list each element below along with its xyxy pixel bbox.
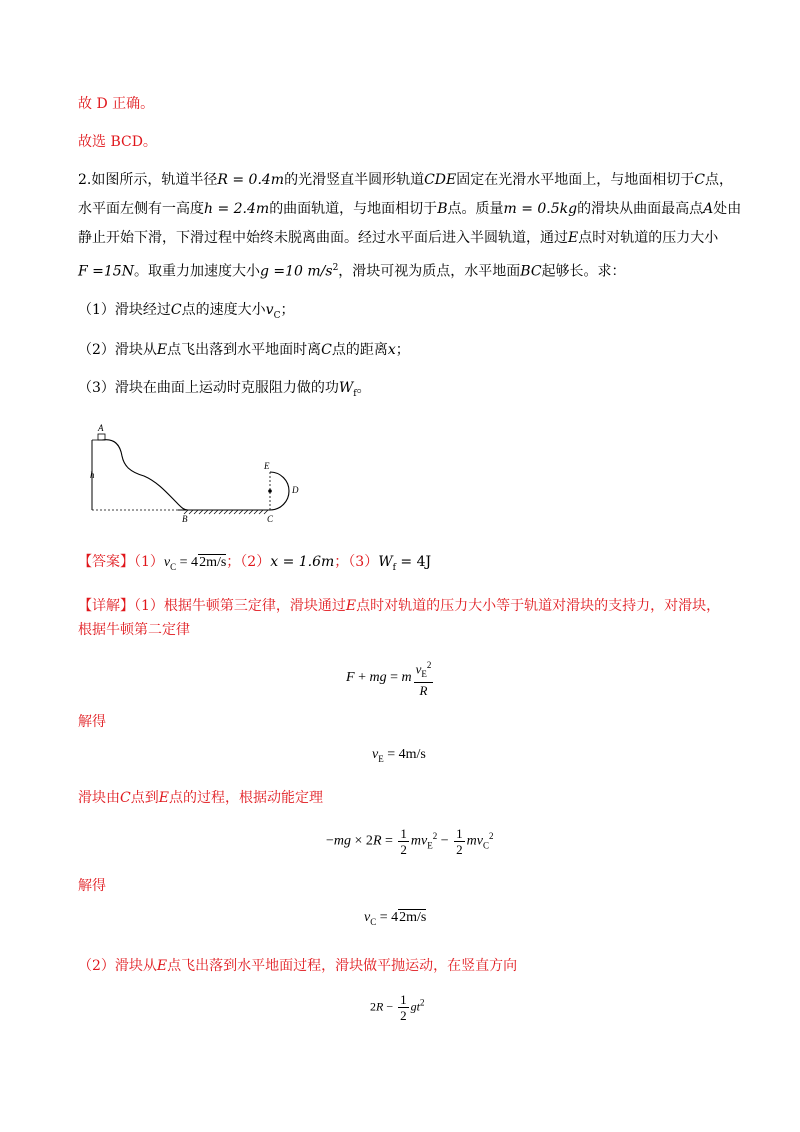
label-E: E <box>264 461 270 471</box>
answer-1-formula: $v_C = 42m/s$ <box>163 555 227 572</box>
text: 滑块由 <box>78 790 120 806</box>
equals: = 4 <box>179 555 199 570</box>
question-2 <box>78 340 410 360</box>
text: 水平面左侧有一高度 <box>78 201 204 217</box>
label-C: C <box>694 172 705 188</box>
formula-h: h = 2.4m <box>204 201 270 217</box>
text: 点的速度大小 <box>181 302 266 318</box>
equals: = 4 <box>379 910 399 925</box>
formula-R: R = 0.4m <box>217 172 285 188</box>
formula-g: g =10 m/s <box>259 263 333 280</box>
answer-3-label: （3） <box>348 554 379 570</box>
solve-label-2: 解得 <box>78 878 106 894</box>
label-D: D <box>292 485 299 495</box>
text: 点的距离 <box>331 342 388 358</box>
answer-line <box>78 552 431 578</box>
prev-line-2: 故选 BCD。 <box>78 134 157 150</box>
symbol-v: v <box>265 302 274 318</box>
text: 点飞出落到水平地面时离 <box>167 342 322 358</box>
label-CDE: CDE <box>424 172 457 188</box>
label-E: E <box>345 598 357 614</box>
equation-fall: 2R − $\frac{1}{2}$ $gt^2$ <box>370 992 425 1023</box>
text: 。取重力加速度大小 <box>133 263 260 280</box>
separator: ； <box>226 554 241 570</box>
label-B: B <box>437 201 448 217</box>
label-C: C <box>321 342 332 358</box>
text: 2.如图所示，轨道半径 <box>78 172 218 188</box>
detail-line-4 <box>78 956 517 976</box>
detail-line-2: 根据牛顿第二定律 <box>78 622 190 638</box>
label-C: C <box>267 514 274 524</box>
problem-line-3 <box>78 228 718 248</box>
detail-line-1 <box>78 596 720 616</box>
curved-track <box>102 440 188 510</box>
problem-line-2 <box>78 199 741 219</box>
text: ； <box>280 302 295 318</box>
subscript: f <box>353 388 357 399</box>
text: 点的过程，根据动能定理 <box>168 790 323 806</box>
text: （1）根据牛顿第三定律，滑块通过 <box>134 598 346 614</box>
equals-value: = 4m/s <box>387 747 426 762</box>
track-diagram <box>78 422 318 532</box>
label-C: C <box>170 302 182 318</box>
formula-m: m = 0.5kg <box>503 201 578 217</box>
text: 处由 <box>713 201 742 217</box>
sqrt-value: 2m/s <box>399 910 427 925</box>
text: 的光滑竖直半圆形轨道 <box>284 172 425 188</box>
label-A: A <box>703 201 714 217</box>
sqrt-value: 2m/s <box>199 555 227 570</box>
question-1 <box>78 300 294 326</box>
question-3 <box>78 378 371 404</box>
label-B: B <box>182 514 188 524</box>
equation-energy: −mg × 2R = $\frac{1}{2}$ $mv_E^2$ − $\frac{1}{2}$ $mv_C^2$ <box>326 826 494 857</box>
answer-2-label: （2） <box>240 554 271 570</box>
label-E: E <box>158 790 169 806</box>
answer-2-formula: x = 1.6m <box>270 554 335 570</box>
label-C: C <box>120 790 131 806</box>
prev-line-1: 故 D 正确。 <box>78 96 155 112</box>
text: 。 <box>356 380 371 396</box>
text: 的滑块从曲面最高点 <box>577 201 704 217</box>
text: 的曲面轨道，与地面相切于 <box>269 201 438 217</box>
equation-vE: $v_E = 4m/s$ <box>372 747 426 764</box>
equation-newton: F + mg = m $\frac{v_E^2}{R}$ <box>346 660 432 698</box>
label-BC: BC <box>520 263 542 280</box>
label-A: A <box>98 423 104 433</box>
problem-line-1 <box>78 170 733 190</box>
block <box>98 434 105 440</box>
detail-line-3 <box>78 788 323 808</box>
symbol-W: W <box>338 380 354 396</box>
problem-line-4 <box>78 258 626 282</box>
solve-label-1: 解得 <box>78 714 106 730</box>
text: （2）滑块从 <box>78 342 157 358</box>
answer-1-label: （1） <box>134 554 164 570</box>
symbol-x: x <box>387 342 396 358</box>
answer-tag: 【答案】 <box>78 554 134 570</box>
text: 点到 <box>130 790 159 806</box>
equation-vC: $v_C = 42m/s$ <box>364 910 427 927</box>
semicircle-track <box>270 472 289 510</box>
text: 点时对轨道的压力大小等于轨道对滑块的支持力，对滑块， <box>356 598 721 614</box>
label-E: E <box>156 958 168 974</box>
text: （1）滑块经过 <box>78 302 171 318</box>
text: 点飞出落到水平地面过程，滑块做平抛运动，在竖直方向 <box>167 958 518 974</box>
detail-tag: 【详解】 <box>78 598 134 614</box>
subscript: C <box>273 310 281 321</box>
center-dot <box>268 489 272 493</box>
text: ； <box>395 342 410 358</box>
formula-F: F =15N <box>78 263 134 280</box>
separator: ； <box>334 554 349 570</box>
label-E: E <box>568 230 579 246</box>
text: 点。质量 <box>447 201 504 217</box>
label-h: h <box>90 470 95 480</box>
text: （3）滑块在曲面上运动时克服阻力做的功 <box>78 380 339 396</box>
text: ，滑块可视为质点，水平地面 <box>338 263 521 280</box>
text: 起够长。求： <box>541 263 626 280</box>
equals: = 4J <box>400 554 432 570</box>
text: 点， <box>704 172 733 188</box>
text: 点时对轨道的压力大小 <box>578 230 719 246</box>
text: 固定在光滑水平地面上，与地面相切于 <box>456 172 695 188</box>
superscript-2: 2 <box>332 263 339 273</box>
label-E: E <box>156 342 168 358</box>
text: （2）滑块从 <box>78 958 157 974</box>
ground-hatch <box>184 510 268 514</box>
answer-3-formula: $W_f = 4J$ <box>378 554 432 573</box>
text: 静止开始下滑，下滑过程中始终未脱离曲面。经过水平面后进入半圆轨道，通过 <box>78 230 568 246</box>
